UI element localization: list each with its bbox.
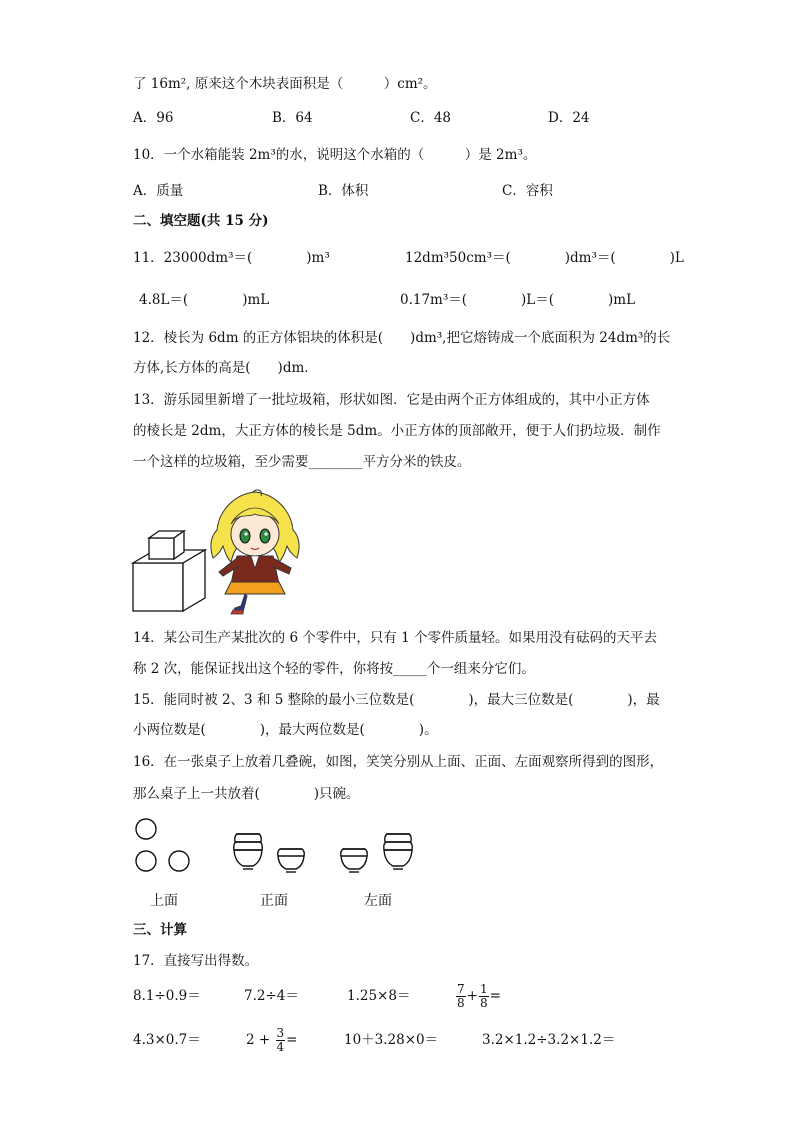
two-cubes-figure: [130, 518, 214, 614]
q11-b: 12dm³50cm³＝( )dm³＝( )L: [405, 250, 684, 266]
q10-option-c: C．容积: [502, 183, 553, 199]
q11-a: 11．23000dm³＝( )m³: [133, 250, 330, 266]
q9-option-a: A．96: [133, 110, 174, 126]
q13-line-2: 的棱长是 2dm，大正方体的棱长是 5dm。小正方体的顶部敞开，便于人们扔垃圾．制作: [133, 423, 661, 439]
calc-fraction-sum: $\frac{7}{8}$ + $\frac{1}{8}$ =: [457, 982, 501, 1010]
fraction-1-8: $\frac{1}{8}$: [479, 982, 488, 1010]
q9-option-b: B．64: [272, 110, 313, 126]
q16-line-1: 16．在一张桌子上放着几叠碗，如图，笑笑分别从上面、正面、左面观察所得到的图形，: [133, 754, 664, 770]
q13-line-1: 13．游乐园里新增了一批垃圾箱，形状如图．它是由两个正方体组成的，其中小正方体: [133, 392, 650, 408]
q16-line-2: 那么桌子上一共放着( )只碗。: [133, 786, 360, 802]
fraction-3-4: $\frac{3}{4}$: [276, 1026, 285, 1054]
calc-1-25-times-8: 1.25×8＝: [347, 988, 411, 1004]
q14-line-2: 称 2 次，能保证找出这个轻的零件，你将按_____个一组来分它们。: [133, 661, 535, 677]
section-2-heading: 二、填空题(共 15 分): [133, 213, 269, 229]
q17-stem: 17．直接写出得数。: [133, 953, 259, 969]
q9-continuation: 了 16m², 原来这个木块表面积是（ ）cm²。: [133, 76, 437, 92]
label-left-view: 左面: [364, 893, 392, 909]
label-front-view: 正面: [260, 893, 288, 909]
calc-3-2-chain: 3.2×1.2÷3.2×1.2＝: [482, 1032, 616, 1048]
q12-line-2: 方体,长方体的高是( )dm．: [133, 360, 318, 376]
q10-option-b: B．体积: [318, 183, 369, 199]
fraction-7-8: $\frac{7}{8}$: [457, 982, 465, 1010]
q9-option-c: C．48: [410, 110, 452, 126]
calc-10-plus-3-28-times-0: 10＋3.28×0＝: [344, 1032, 439, 1048]
calc-2-plus-fraction: 2 + $\frac{3}{4}$ =: [246, 1026, 298, 1054]
cartoon-girl-illustration: [205, 488, 305, 616]
bowls-views-figure: [128, 816, 428, 882]
q15-line-1: 15．能同时被 2、3 和 5 整除的最小三位数是( )，最大三位数是( )，最: [133, 692, 660, 708]
q13-line-3: 一个这样的垃圾箱，至少需要________平方分米的铁皮。: [133, 454, 471, 470]
calc-8-1-div-0-9: 8.1÷0.9＝: [133, 988, 201, 1004]
q12-line-1: 12．棱长为 6dm 的正方体铝块的体积是( )dm³,把它熔铸成一个底面积为 24dm³的长: [133, 330, 671, 346]
calc-4-3-times-0-7: 4.3×0.7＝: [133, 1032, 201, 1048]
q9-option-d: D．24: [548, 110, 590, 126]
q10-option-a: A．质量: [133, 183, 184, 199]
section-3-heading: 三、计算: [133, 922, 187, 938]
q14-line-1: 14．某公司生产某批次的 6 个零件中，只有 1 个零件质量轻。如果用没有砝码的天平去: [133, 630, 658, 646]
calc-7-2-div-4: 7.2÷4＝: [244, 988, 299, 1004]
q15-line-2: 小两位数是( )，最大两位数是( )。: [133, 722, 438, 738]
q11-d: 0.17m³＝( )L＝( )mL: [400, 292, 636, 308]
q10-stem: 10．一个水箱能装 2m³的水，说明这个水箱的（ ）是 2m³。: [133, 147, 537, 163]
q11-c: 4.8L＝( )mL: [139, 292, 270, 308]
label-top-view: 上面: [150, 893, 178, 909]
